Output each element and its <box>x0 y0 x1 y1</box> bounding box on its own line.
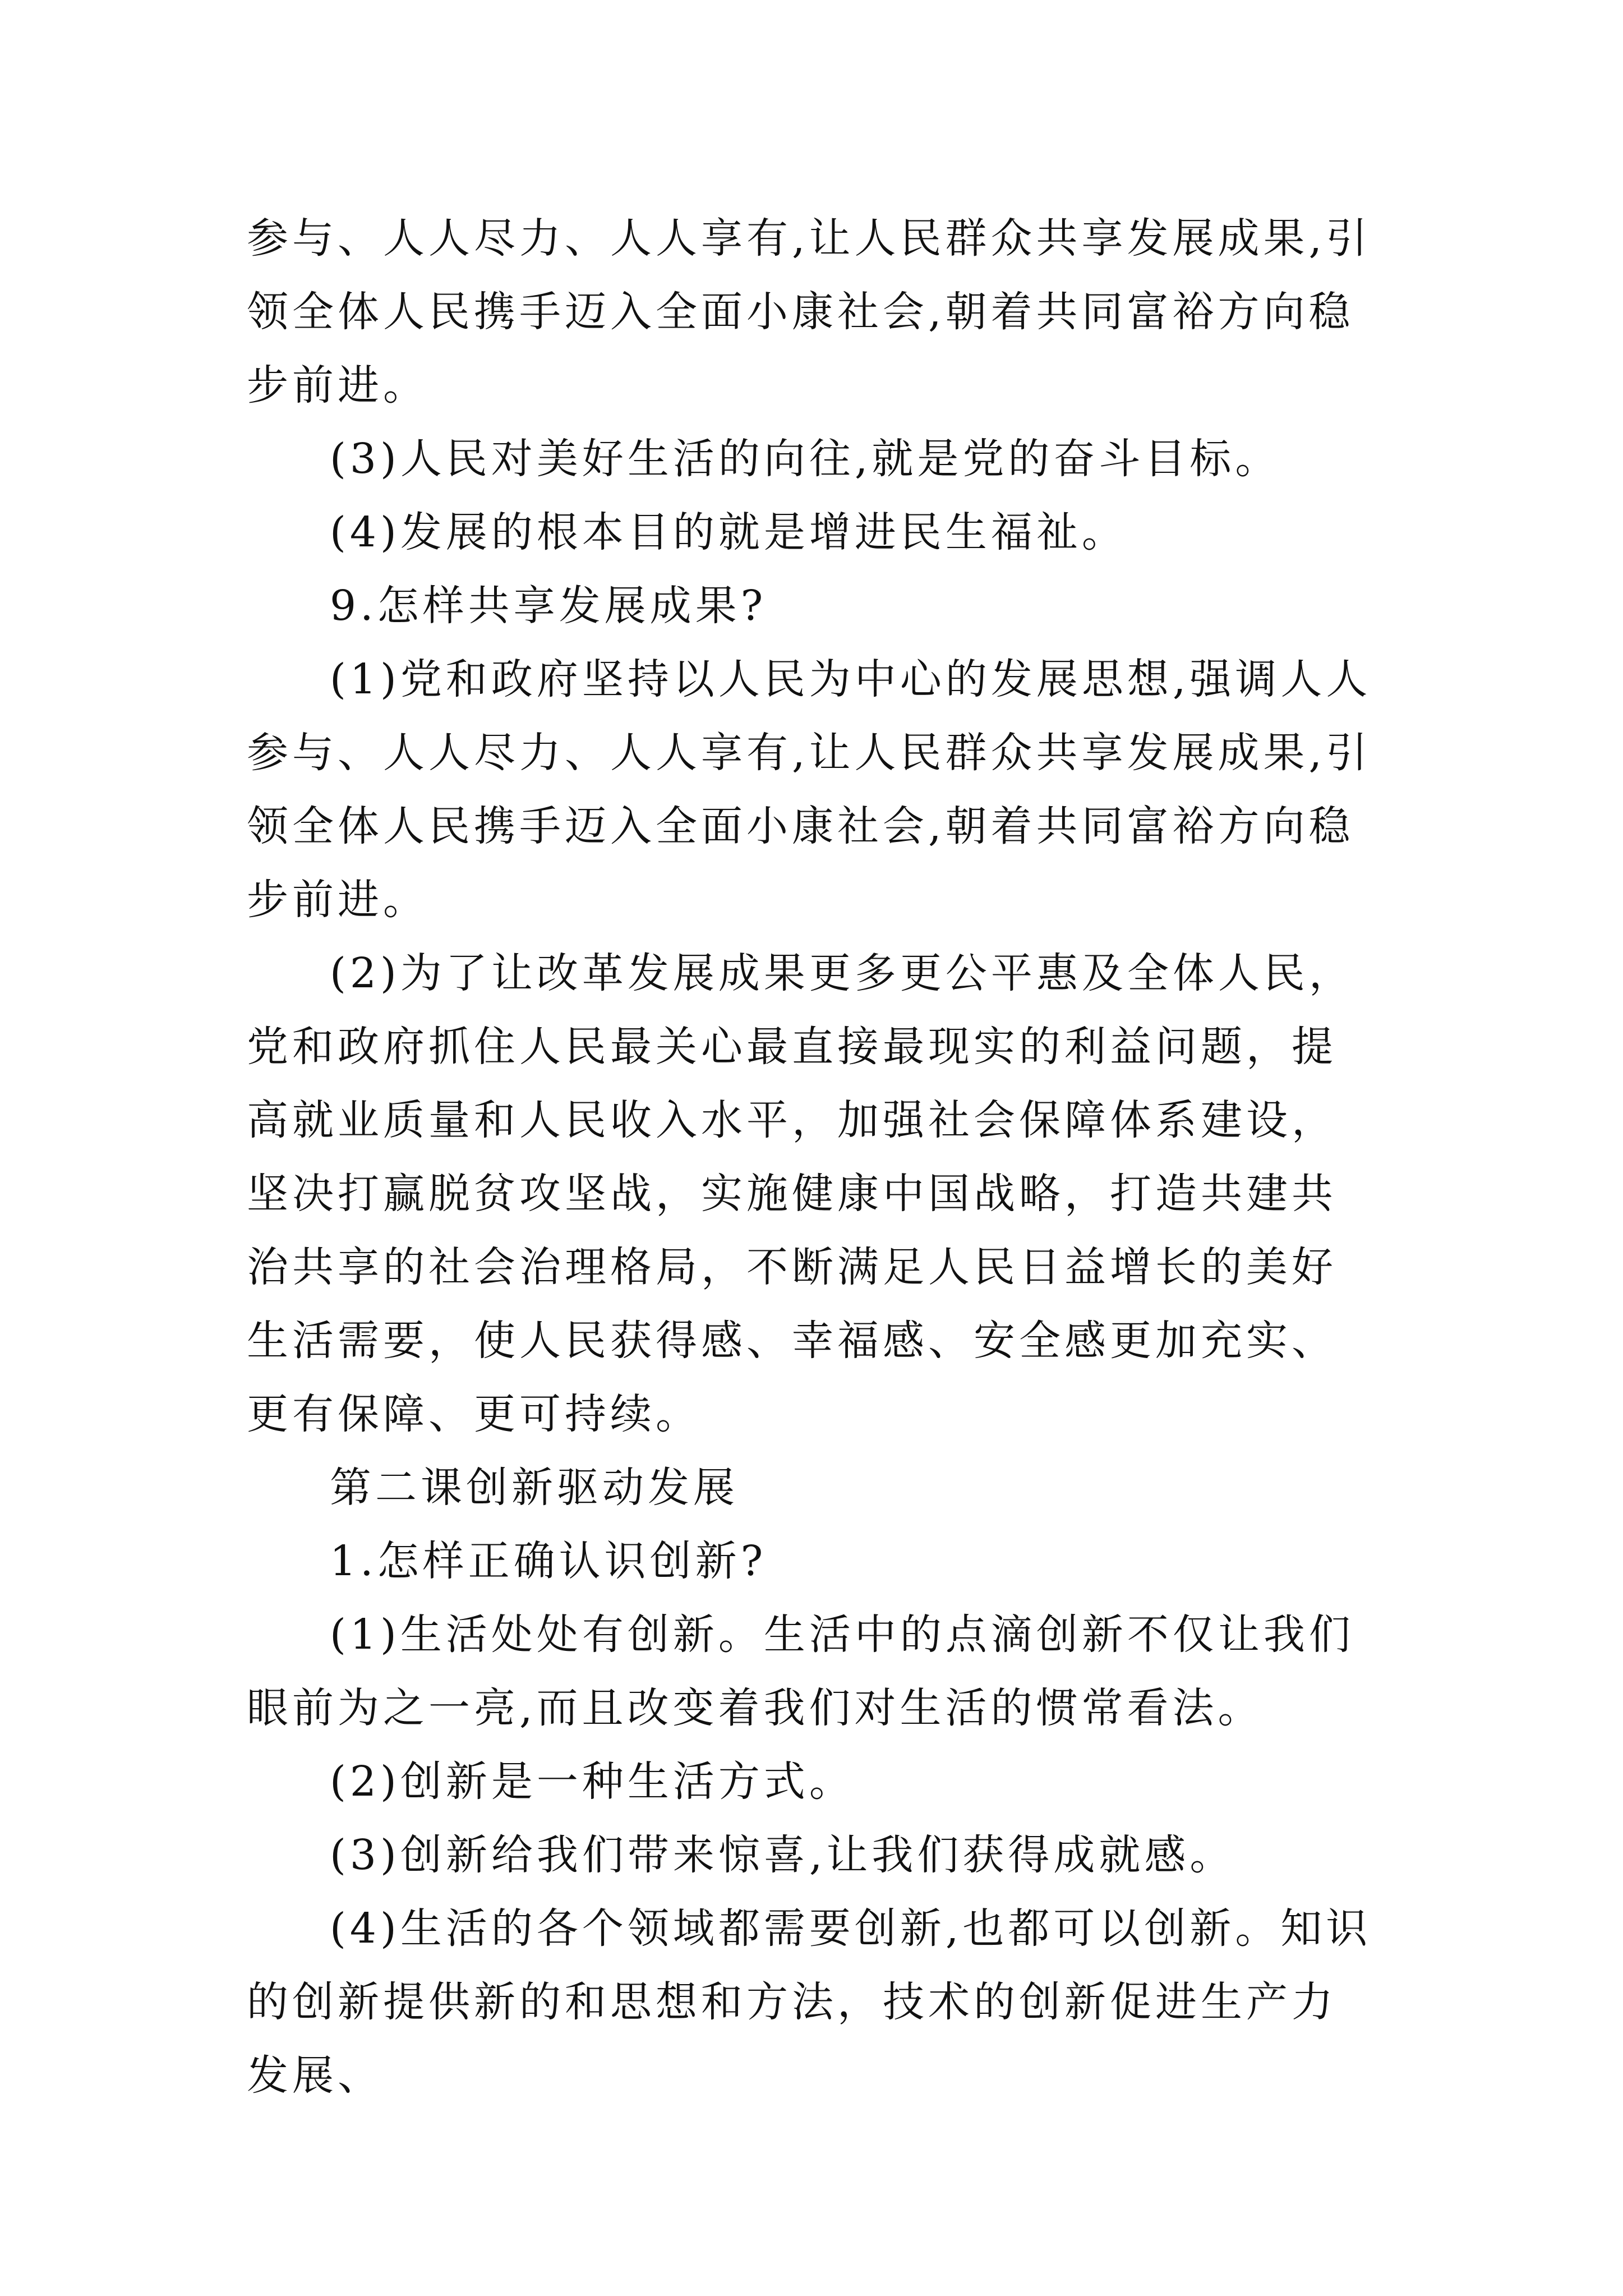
question-heading-9: 9.怎样共享发展成果? <box>330 582 767 630</box>
paragraph-answer-1: (1)党和政府坚持以人民为中心的发展思想,强调人人参与、人人尽力、人人享有,让人民群众共享发展成果,引领全体人民携手迈入全面小康社会,朝着共同富裕方向稳步前进。 <box>247 655 1372 924</box>
paragraph-innovation-4: (4)生活的各个领域都需要创新,也都可以创新。知识的创新提供新的和思想和方法，技术的创新促进生产力发展、 <box>247 1904 1372 2100</box>
paragraph-answer-2: (2)为了让改革发展成果更多更公平惠及全体人民，党和政府抓住人民最关心最直接最现实的利益问题，提高就业质量和人民收入水平，加强社会保障体系建设，坚决打赢脱贫攻坚战，实施健康中国战略，打造共建共治共享的社会治理格局，不断满足人民日益增长的美好生活需要，使人民获得感、幸福感、安全感更加充实、更有保障、更可持续。 <box>247 949 1354 1438</box>
paragraph-innovation-2: (2)创新是一种生活方式。 <box>330 1757 855 1806</box>
paragraph-innovation-1: (1)生活处处有创新。生活中的点滴创新不仅让我们眼前为之一亮,而且改变着我们对生活的惯常看法。 <box>247 1611 1354 1732</box>
question-heading-1: 1.怎样正确认识创新? <box>330 1537 767 1585</box>
paragraph-point-4: (4)发展的根本目的就是增进民生福祉。 <box>330 508 1127 556</box>
paragraph-point-3: (3)人民对美好生活的向往,就是党的奋斗目标。 <box>330 435 1281 483</box>
paragraph-innovation-3: (3)创新给我们带来惊喜,让我们获得成就感。 <box>330 1831 1235 1879</box>
document-body <box>247 202 1380 2113</box>
paragraph-continuation: 参与、人人尽力、人人享有,让人民群众共享发展成果,引领全体人民携手迈入全面小康社会,朝着共同富裕方向稳步前进。 <box>247 214 1372 409</box>
lesson-heading: 第二课创新驱动发展 <box>330 1464 739 1512</box>
